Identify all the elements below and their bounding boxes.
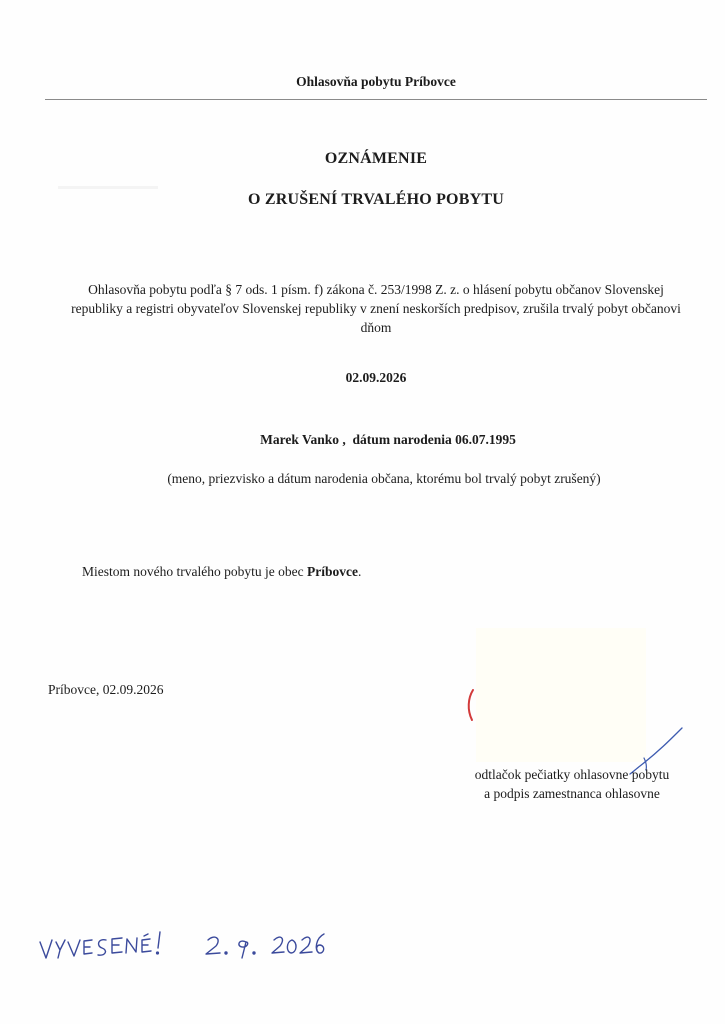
legal-statement-line-3: dňom [360,320,392,335]
place-and-date: Príbovce, 02.09.2026 [48,682,164,697]
stamp-caption-line-1: odtlačok pečiatky ohlasovne pobytu [474,767,670,782]
cancellation-date: 02.09.2026 [345,370,407,385]
new-residence-statement [82,564,361,580]
stamp-caption [458,765,686,803]
document-title: OZNÁMENIE [324,150,428,167]
office-header: Ohlasovňa pobytu Príbovce [296,74,456,89]
stamp-edge-mark [464,688,480,722]
new-residence-suffix: . [357,564,362,579]
document-subtitle: O ZRUŠENÍ TRVALÉHO POBYTU [248,191,504,208]
header-divider [45,99,707,100]
legal-statement [44,280,708,337]
new-residence-prefix: Miestom nového trvalého pobytu je obec [82,564,307,579]
person-details: Marek Vanko , dátum narodenia 06.07.1995 [260,432,516,447]
new-residence-municipality: Príbovce [306,564,358,579]
stamp-caption-line-2: a podpis zamestnanca ohlasovne [484,786,660,801]
faint-scan-mark [58,186,158,189]
handwritten-posting-note [30,920,330,970]
legal-statement-line-1: Ohlasovňa pobytu podľa § 7 ods. 1 písm. f) zákona č. 253/1998 Z. z. o hlásení pobytu občanov Slovenskej [88,282,664,297]
legal-statement-line-2: republiky a registri obyvateľov Slovenskej republiky v znení neskorších predpisov, zrušila trvalý pobyt občanovi [71,301,681,316]
person-details-caption: (meno, priezvisko a dátum narodenia občana, ktorému bol trvalý pobyt zrušený) [167,471,601,486]
